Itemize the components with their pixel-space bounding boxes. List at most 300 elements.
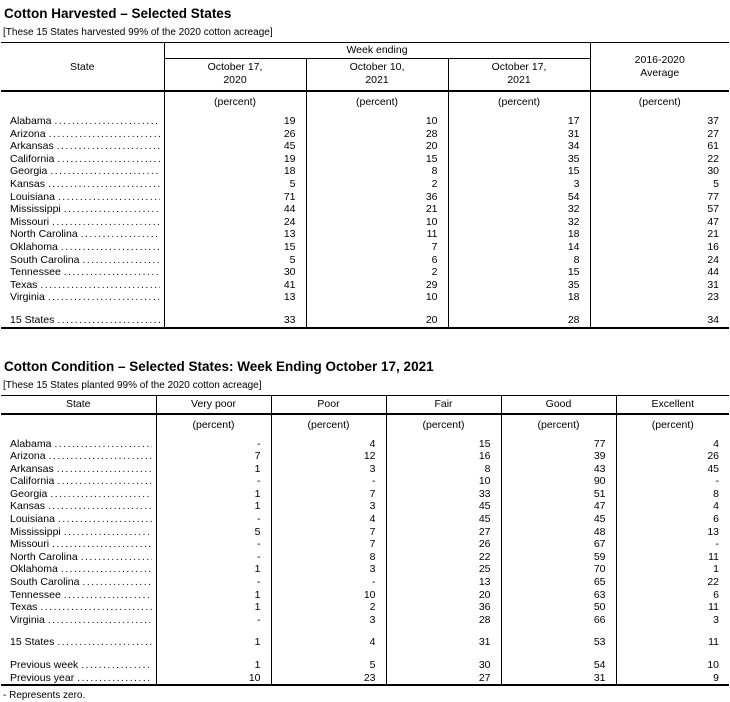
state-label-cell	[1, 314, 164, 328]
dot-leader	[81, 228, 160, 240]
value-cell: 30	[386, 659, 501, 672]
row-label: Louisiana	[10, 513, 55, 526]
unit-label: (percent)	[638, 96, 681, 108]
value-cell: 16	[707, 240, 719, 253]
value-cell: 28	[386, 614, 501, 627]
value-cell: 45	[386, 500, 501, 513]
row-label: 15 States	[10, 313, 55, 326]
table-row	[1, 291, 729, 304]
state-label-cell	[1, 228, 164, 241]
row-label: Texas	[10, 278, 38, 291]
value-cell: -	[156, 614, 271, 627]
state-column-header: State	[1, 395, 156, 414]
value-cell: 31	[448, 128, 590, 141]
value-cell: 8	[448, 254, 590, 267]
value-cell: 53	[501, 636, 616, 649]
unit-label: (percent)	[164, 91, 306, 115]
condition-summary-rows	[1, 636, 729, 649]
state-label-cell	[1, 659, 156, 672]
state-label-cell	[1, 216, 164, 229]
dot-leader	[64, 526, 152, 538]
value-cell: 26	[164, 128, 306, 141]
value-cell: 17	[448, 115, 590, 128]
row-label: Alabama	[10, 115, 52, 127]
value-cell: 35	[448, 153, 590, 166]
value-cell: 1	[156, 636, 271, 649]
dot-leader	[48, 500, 151, 512]
harvested-note: [These 15 States harvested 99% of the 2020 cotton acreage]	[3, 27, 273, 38]
state-label-cell	[1, 203, 164, 216]
value-cell: 3	[271, 563, 386, 576]
dot-leader	[58, 191, 160, 203]
value-cell: 8	[271, 551, 386, 564]
value-cell: 23	[271, 672, 386, 686]
value-cell: 36	[386, 601, 501, 614]
table-row	[1, 659, 729, 672]
table-row	[1, 576, 729, 589]
header-line: October 10,	[349, 61, 405, 73]
dot-leader	[64, 266, 160, 278]
value-cell: 4	[271, 513, 386, 526]
value-cell: -	[715, 475, 719, 488]
table-row	[1, 266, 729, 279]
condition-table-header	[1, 395, 729, 438]
value-cell: 20	[306, 140, 448, 153]
dot-leader	[77, 672, 151, 684]
value-cell: 66	[501, 614, 616, 627]
table-row	[1, 614, 729, 627]
dot-leader	[40, 279, 159, 291]
row-label: Mississippi	[10, 203, 61, 216]
state-label-cell	[1, 279, 164, 292]
row-label: California	[10, 152, 55, 165]
header-line: October 17,	[491, 61, 547, 73]
row-label: Previous week	[10, 659, 79, 671]
state-label-cell	[1, 450, 156, 463]
value-cell: 32	[448, 203, 590, 216]
value-cell: 71	[164, 191, 306, 204]
condition-spacer	[1, 626, 729, 636]
row-label: Oklahoma	[10, 240, 58, 253]
table-row	[1, 500, 729, 513]
table-row	[1, 191, 729, 204]
value-cell: 8	[713, 487, 719, 500]
value-cell: 30	[164, 266, 306, 279]
table-row	[1, 228, 729, 241]
value-cell: -	[271, 576, 386, 589]
value-cell: 14	[448, 241, 590, 254]
row-label: North Carolina	[10, 228, 78, 241]
dot-leader	[61, 241, 160, 253]
value-cell: 2	[306, 266, 448, 279]
dot-leader	[64, 589, 152, 601]
table-row	[1, 203, 729, 216]
value-cell: 13	[707, 525, 719, 538]
dot-leader	[49, 450, 152, 462]
dot-leader	[81, 659, 151, 671]
value-cell: 26	[707, 450, 719, 463]
row-label: Oklahoma	[10, 563, 58, 576]
value-cell: 67	[501, 538, 616, 551]
table-row	[1, 438, 729, 451]
unit-row-state-cell	[1, 414, 156, 438]
value-cell: 1	[156, 659, 271, 672]
zero-footnote: - Represents zero.	[3, 690, 86, 702]
spacer-row	[1, 649, 729, 659]
value-cell: 27	[386, 526, 501, 539]
value-cell: 7	[271, 526, 386, 539]
state-label-cell	[1, 254, 164, 267]
value-cell: 2	[306, 178, 448, 191]
header-line: October 17,	[207, 61, 263, 73]
dot-leader	[82, 254, 159, 266]
table-row	[1, 513, 729, 526]
value-cell: 3	[271, 500, 386, 513]
table-row	[1, 128, 729, 141]
state-label-cell	[1, 291, 164, 304]
value-cell: 47	[707, 215, 719, 228]
table-row	[1, 178, 729, 191]
value-cell: -	[156, 513, 271, 526]
state-label-cell	[1, 614, 156, 627]
value-cell: 7	[156, 450, 271, 463]
table-row	[1, 140, 729, 153]
harvested-table	[1, 42, 729, 329]
value-cell: 15	[164, 241, 306, 254]
state-label-cell	[1, 672, 156, 686]
value-cell: 13	[164, 228, 306, 241]
spacer-row	[1, 626, 729, 636]
table-row	[1, 538, 729, 551]
value-cell: 18	[164, 165, 306, 178]
header-line: 2021	[507, 74, 531, 86]
dot-leader	[52, 538, 151, 550]
dot-leader	[57, 140, 160, 152]
condition-column-header: Poor	[271, 395, 386, 414]
table-row	[1, 254, 729, 267]
date-column-header	[448, 59, 590, 92]
value-cell: 3	[713, 613, 719, 626]
state-label-cell	[1, 601, 156, 614]
value-cell: 7	[271, 538, 386, 551]
unit-row-state-cell	[1, 91, 164, 115]
value-cell: 15	[386, 438, 501, 451]
value-cell: 20	[386, 589, 501, 602]
value-cell: 65	[501, 576, 616, 589]
value-cell: 29	[306, 279, 448, 292]
value-cell: 47	[501, 500, 616, 513]
row-label: Tennessee	[10, 266, 61, 279]
dot-leader	[50, 488, 151, 500]
value-cell: 19	[164, 115, 306, 128]
value-cell: 4	[713, 437, 719, 450]
condition-column-header: Excellent	[616, 395, 729, 414]
value-cell: 18	[448, 228, 590, 241]
table-row	[1, 314, 729, 328]
value-cell: 77	[707, 190, 719, 203]
value-cell: 33	[164, 314, 306, 328]
value-cell: 7	[271, 488, 386, 501]
value-cell: -	[715, 538, 719, 551]
value-cell: 22	[707, 576, 719, 589]
value-cell: 21	[707, 228, 719, 241]
value-cell: 21	[306, 203, 448, 216]
row-label: Georgia	[10, 165, 48, 178]
value-cell: 57	[707, 203, 719, 216]
dot-leader	[57, 314, 159, 326]
value-cell: 22	[386, 551, 501, 564]
value-cell: 15	[448, 266, 590, 279]
value-cell: 1	[156, 563, 271, 576]
state-label-cell	[1, 140, 164, 153]
value-cell: -	[156, 576, 271, 589]
dot-leader	[61, 563, 152, 575]
value-cell: 27	[707, 127, 719, 140]
dot-leader	[54, 115, 159, 127]
value-cell: 3	[448, 178, 590, 191]
value-cell: 1	[156, 601, 271, 614]
value-cell: 22	[707, 152, 719, 165]
average-column-header	[590, 43, 729, 92]
unit-label: (percent)	[448, 91, 590, 115]
table-row	[1, 563, 729, 576]
state-label-cell	[1, 266, 164, 279]
row-label: Virginia	[10, 291, 45, 304]
value-cell: 27	[386, 672, 501, 686]
value-cell: 4	[713, 500, 719, 513]
state-label-cell	[1, 526, 156, 539]
table-row	[1, 526, 729, 539]
value-cell: -	[156, 551, 271, 564]
state-label-cell	[1, 551, 156, 564]
row-label: Virginia	[10, 613, 45, 626]
header-line: 2021	[365, 74, 389, 86]
value-cell: 28	[448, 314, 590, 328]
value-cell: 26	[386, 538, 501, 551]
row-label: Alabama	[10, 437, 52, 450]
table-row	[1, 165, 729, 178]
value-cell: 45	[501, 513, 616, 526]
value-cell: 77	[501, 438, 616, 451]
state-label-cell	[1, 589, 156, 602]
value-cell: 31	[707, 278, 719, 291]
value-cell: 24	[707, 253, 719, 266]
date-column-header	[164, 59, 306, 92]
unit-label: (percent)	[651, 418, 694, 431]
row-label: Missouri	[10, 215, 50, 228]
condition-column-header: Good	[501, 395, 616, 414]
value-cell: 35	[448, 279, 590, 292]
table-row	[1, 601, 729, 614]
value-cell: 11	[708, 601, 719, 614]
value-cell: 54	[448, 191, 590, 204]
value-cell: 25	[386, 563, 501, 576]
state-column-header: State	[1, 43, 164, 92]
state-label-cell	[1, 178, 164, 191]
value-cell: 5	[156, 526, 271, 539]
row-label: North Carolina	[10, 550, 78, 563]
dot-leader	[49, 128, 160, 140]
dot-leader	[40, 601, 151, 613]
value-cell: -	[271, 475, 386, 488]
unit-label: (percent)	[271, 414, 386, 438]
value-cell: 4	[271, 636, 386, 649]
value-cell: 18	[448, 291, 590, 304]
value-cell: 45	[164, 140, 306, 153]
value-cell: 31	[386, 636, 501, 649]
dot-leader	[57, 636, 151, 648]
value-cell: 32	[448, 216, 590, 229]
value-cell: 34	[707, 313, 719, 326]
value-cell: 61	[707, 140, 719, 153]
value-cell: 45	[707, 462, 719, 475]
state-label-cell	[1, 128, 164, 141]
date-column-header	[306, 59, 448, 92]
condition-column-header: Very poor	[156, 395, 271, 414]
table-row	[1, 115, 729, 128]
header-line: 2020	[223, 74, 247, 86]
state-label-cell	[1, 563, 156, 576]
state-label-cell	[1, 165, 164, 178]
value-cell: 39	[501, 450, 616, 463]
value-cell: 43	[501, 463, 616, 476]
row-label: Arkansas	[10, 462, 54, 475]
value-cell: 16	[386, 450, 501, 463]
value-cell: -	[156, 538, 271, 551]
value-cell: 1	[156, 488, 271, 501]
value-cell: 19	[164, 153, 306, 166]
value-cell: 10	[707, 659, 719, 671]
state-label-cell	[1, 500, 156, 513]
value-cell: 54	[501, 659, 616, 672]
unit-label: (percent)	[306, 91, 448, 115]
header-line: 2016-2020	[634, 53, 685, 66]
value-cell: 15	[448, 165, 590, 178]
state-label-cell	[1, 576, 156, 589]
header-line: Average	[640, 66, 680, 79]
state-label-cell	[1, 538, 156, 551]
state-label-cell	[1, 115, 164, 128]
value-cell: 44	[164, 203, 306, 216]
value-cell: 10	[306, 216, 448, 229]
dot-leader	[57, 153, 159, 165]
value-cell: 37	[707, 115, 719, 127]
dot-leader	[48, 614, 152, 626]
value-cell: 6	[713, 513, 719, 526]
value-cell: 30	[707, 165, 719, 178]
row-label: Arkansas	[10, 140, 54, 153]
value-cell: 48	[501, 526, 616, 539]
value-cell: 10	[156, 672, 271, 686]
table-row	[1, 216, 729, 229]
state-label-cell	[1, 513, 156, 526]
table-row	[1, 488, 729, 501]
value-cell: 11	[708, 550, 719, 563]
dot-leader	[82, 576, 151, 588]
dot-leader	[48, 178, 159, 190]
row-label: South Carolina	[10, 576, 80, 589]
value-cell: 34	[448, 140, 590, 153]
value-cell: 7	[306, 241, 448, 254]
state-label-cell	[1, 438, 156, 451]
value-cell: 2	[271, 601, 386, 614]
value-cell: 63	[501, 589, 616, 602]
dot-leader	[54, 438, 151, 450]
table-row	[1, 463, 729, 476]
value-cell: 5	[271, 659, 386, 672]
value-cell: 33	[386, 488, 501, 501]
value-cell: 5	[164, 254, 306, 267]
value-cell: 41	[164, 279, 306, 292]
dot-leader	[52, 216, 159, 228]
row-label: California	[10, 475, 55, 488]
value-cell: 6	[713, 588, 719, 601]
value-cell: 13	[164, 291, 306, 304]
dot-leader	[48, 291, 160, 303]
row-label: Previous year	[10, 671, 75, 684]
condition-table	[1, 395, 729, 687]
spacer-row	[1, 304, 729, 314]
value-cell: 23	[707, 291, 719, 304]
value-cell: 24	[164, 216, 306, 229]
row-label: South Carolina	[10, 253, 80, 266]
value-cell: 12	[271, 450, 386, 463]
row-label: Missouri	[10, 538, 50, 551]
value-cell: 44	[707, 266, 719, 279]
row-label: Kansas	[10, 177, 46, 190]
value-cell: 3	[271, 614, 386, 627]
table-row	[1, 279, 729, 292]
week-ending-header: Week ending	[164, 43, 590, 59]
condition-note: [These 15 States planted 99% of the 2020 cotton acreage]	[3, 379, 262, 391]
value-cell: 1	[156, 500, 271, 513]
value-cell: 6	[306, 254, 448, 267]
harvested-spacer	[1, 304, 729, 314]
harvested-state-rows	[1, 115, 729, 304]
condition-spacer-2	[1, 649, 729, 659]
row-label: Arizona	[10, 127, 46, 140]
value-cell: 5	[164, 178, 306, 191]
value-cell: 28	[306, 128, 448, 141]
state-label-cell	[1, 191, 164, 204]
value-cell: 1	[156, 589, 271, 602]
value-cell: 11	[708, 636, 719, 649]
state-label-cell	[1, 488, 156, 501]
value-cell: 50	[501, 601, 616, 614]
unit-label: (percent)	[156, 414, 271, 438]
table-row	[1, 475, 729, 488]
value-cell: 5	[713, 177, 719, 190]
table-row	[1, 551, 729, 564]
condition-previous-rows	[1, 659, 729, 685]
value-cell: 31	[501, 672, 616, 686]
dot-leader	[64, 203, 160, 215]
value-cell: 70	[501, 563, 616, 576]
state-label-cell	[1, 636, 156, 649]
condition-title: Cotton Condition – Selected States: Week Ending October 17, 2021	[4, 358, 434, 374]
value-cell: 59	[501, 551, 616, 564]
row-label: Tennessee	[10, 588, 61, 601]
row-label: Louisiana	[10, 190, 55, 203]
row-label: Texas	[10, 601, 38, 614]
dot-leader	[81, 551, 152, 563]
table-row	[1, 589, 729, 602]
row-label: 15 States	[10, 636, 55, 649]
value-cell: 11	[306, 228, 448, 241]
value-cell: 8	[306, 165, 448, 178]
value-cell: 20	[306, 314, 448, 328]
table-row	[1, 636, 729, 649]
